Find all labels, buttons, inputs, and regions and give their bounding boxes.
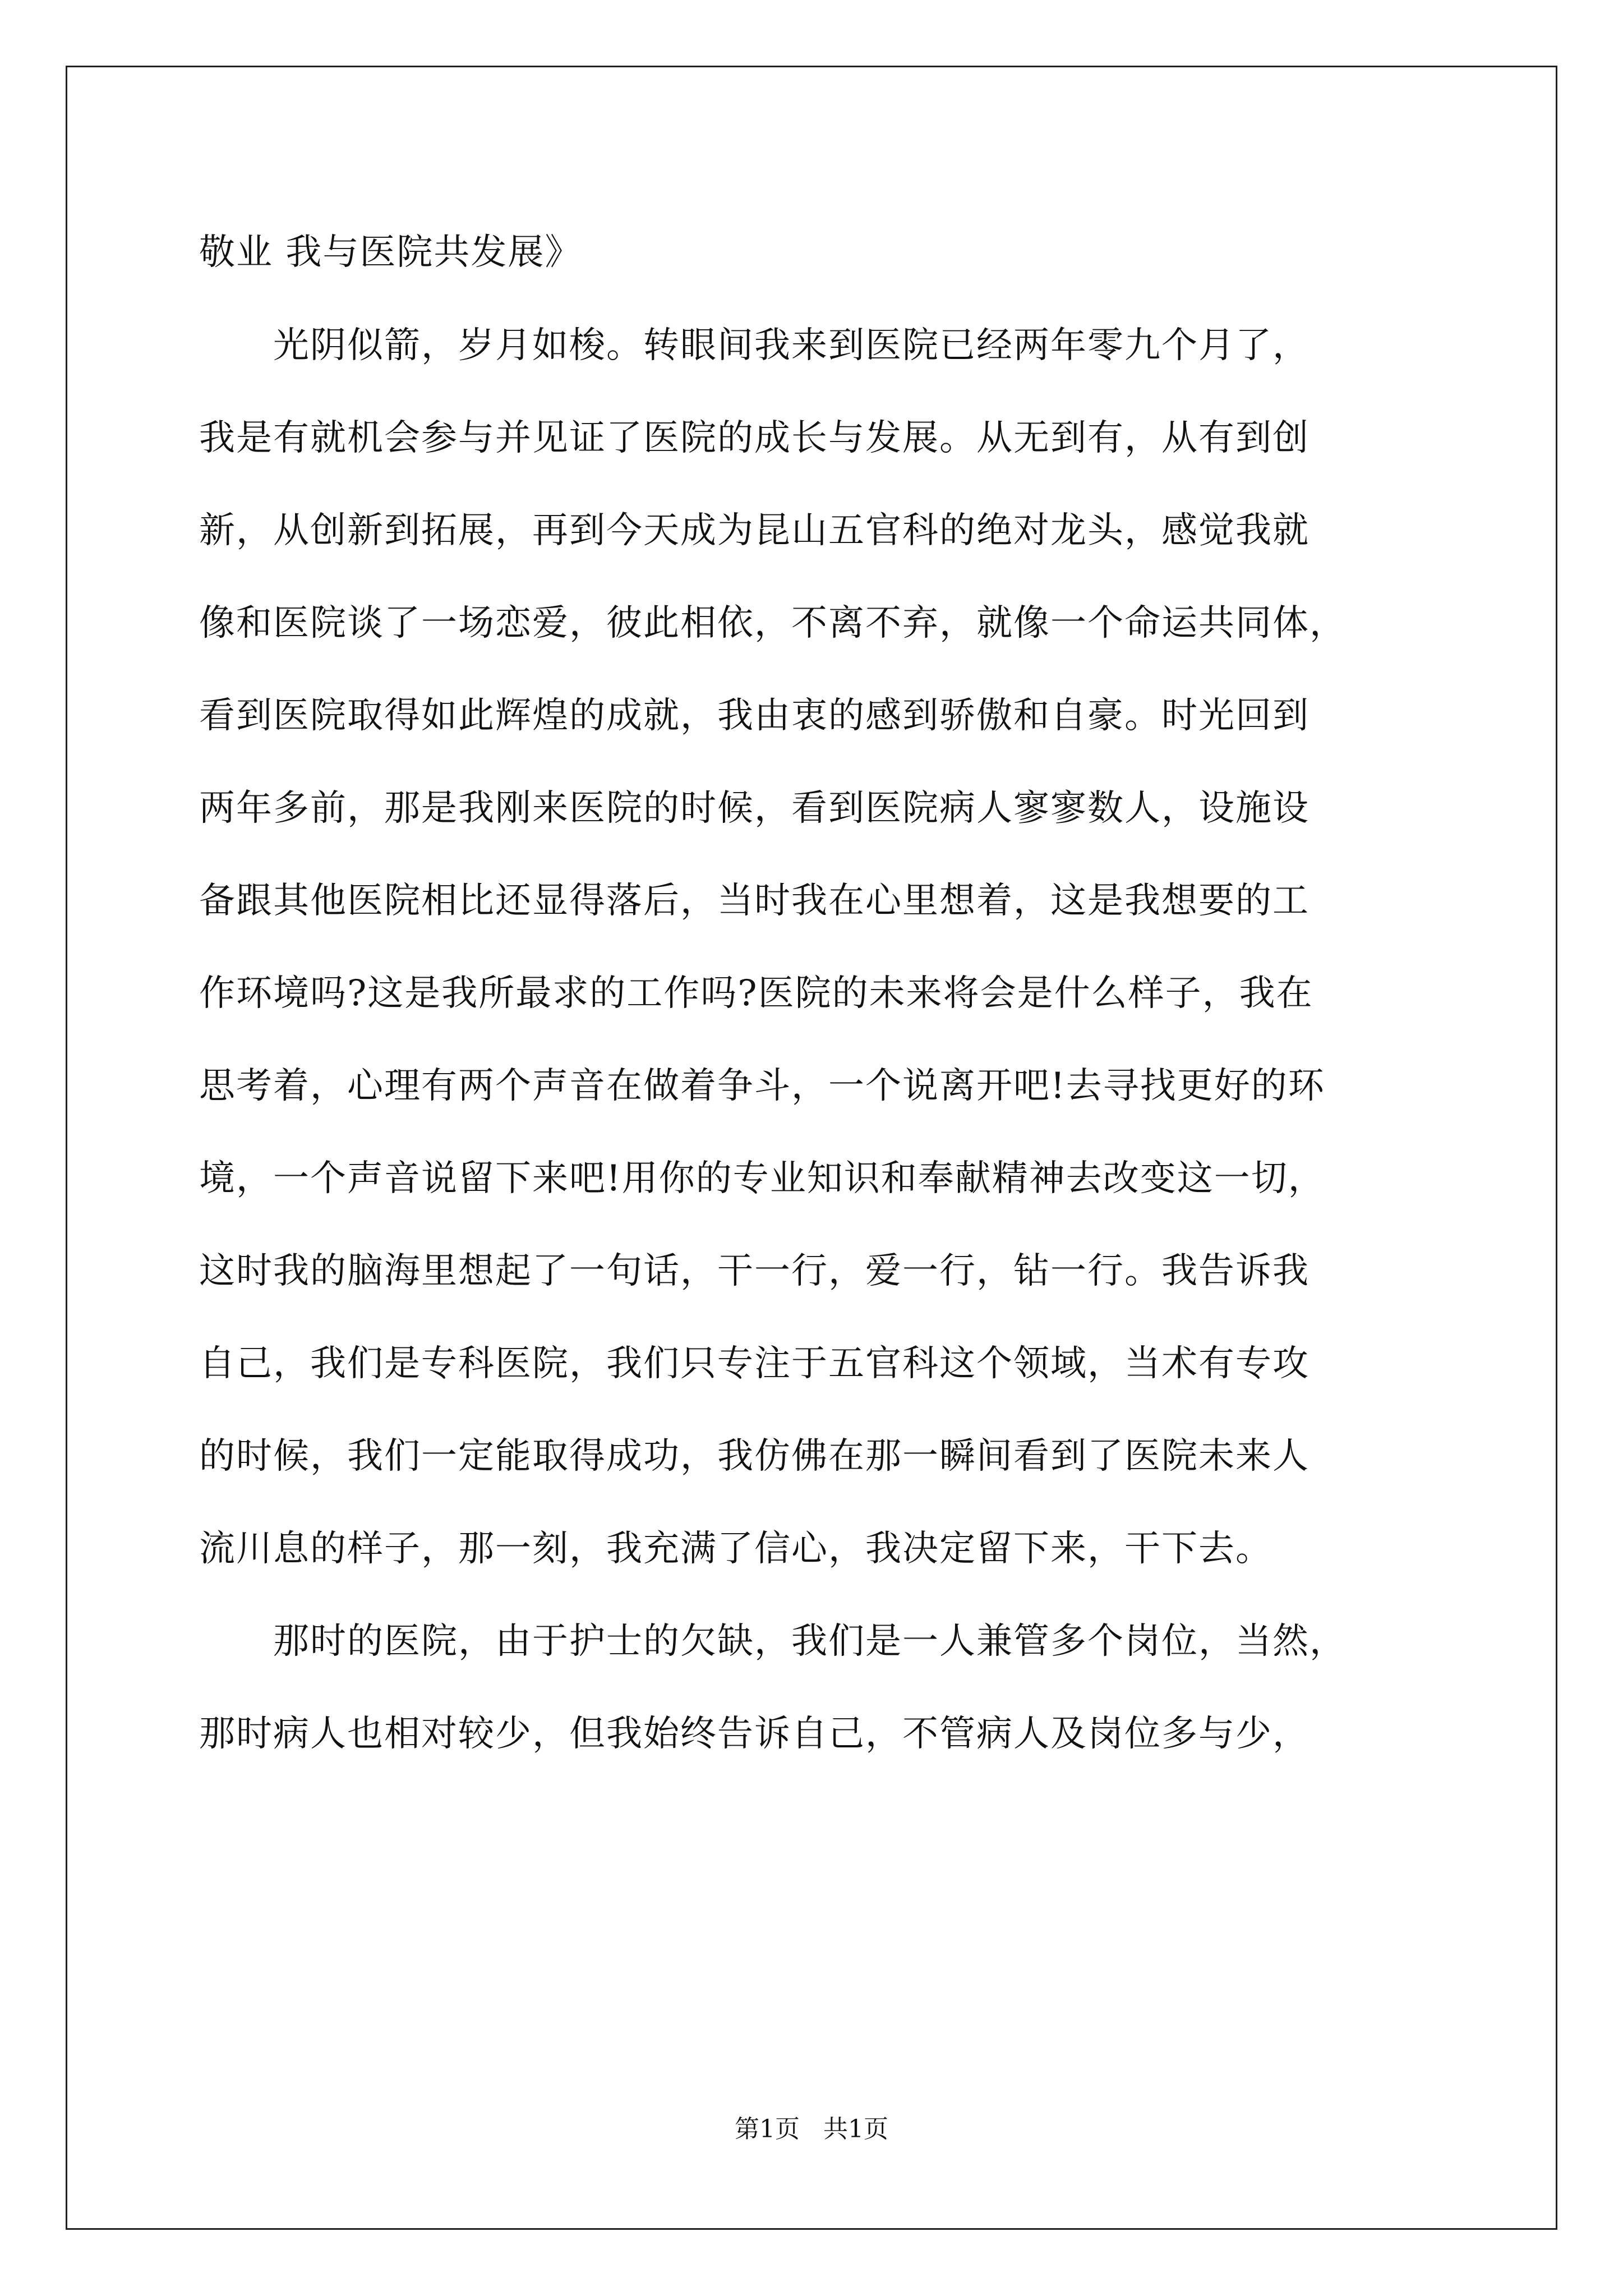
text-line-3: 新，从创新到拓展，再到今天成为昆山五官科的绝对龙头，感觉我就 [199,510,1310,551]
page-number-footer: 第1页 共1页 [735,2115,888,2143]
text-line-10: 境，一个声音说留下来吧!用你的专业知识和奉献精神去改变这一切， [199,1158,1325,1199]
text-line-13: 的时候，我们一定能取得成功，我仿佛在那一瞬间看到了医院未来人 [199,1435,1310,1477]
text-line-2: 我是有就机会参与并见证了医院的成长与发展。从无到有，从有到创 [199,417,1310,459]
text-line-11: 这时我的脑海里想起了一句话，干一行，爱一行，钻一行。我告诉我 [199,1250,1310,1292]
document-title: 敬业 我与医院共发展》 [199,232,582,273]
text-line-9: 思考着，心理有两个声音在做着争斗，一个说离开吧!去寻找更好的环 [199,1065,1325,1107]
text-line-8: 作环境吗?这是我所最求的工作吗?医院的未来将会是什么样子，我在 [199,973,1313,1014]
page-border [66,66,1557,2230]
text-line-15: 那时的医院，由于护士的欠缺，我们是一人兼管多个岗位，当然， [199,1621,1347,1662]
text-line-7: 备跟其他医院相比还显得落后，当时我在心里想着，这是我想要的工 [199,880,1310,922]
text-line-14: 流川息的样子，那一刻，我充满了信心，我决定留下来，干下去。 [199,1528,1272,1570]
text-line-12: 自己，我们是专科医院，我们只专注于五官科这个领域，当术有专攻 [199,1343,1310,1384]
text-line-1: 光阴似箭，岁月如梭。转眼间我来到医院已经两年零九个月了， [199,325,1310,366]
text-line-6: 两年多前，那是我刚来医院的时候，看到医院病人寥寥数人，设施设 [199,788,1310,829]
text-line-4: 像和医院谈了一场恋爱，彼此相依，不离不弃，就像一个命运共同体， [199,602,1347,644]
text-line-16: 那时病人也相对较少，但我始终告诉自己，不管病人及岗位多与少， [199,1713,1310,1755]
text-line-5: 看到医院取得如此辉煌的成就，我由衷的感到骄傲和自豪。时光回到 [199,695,1310,737]
